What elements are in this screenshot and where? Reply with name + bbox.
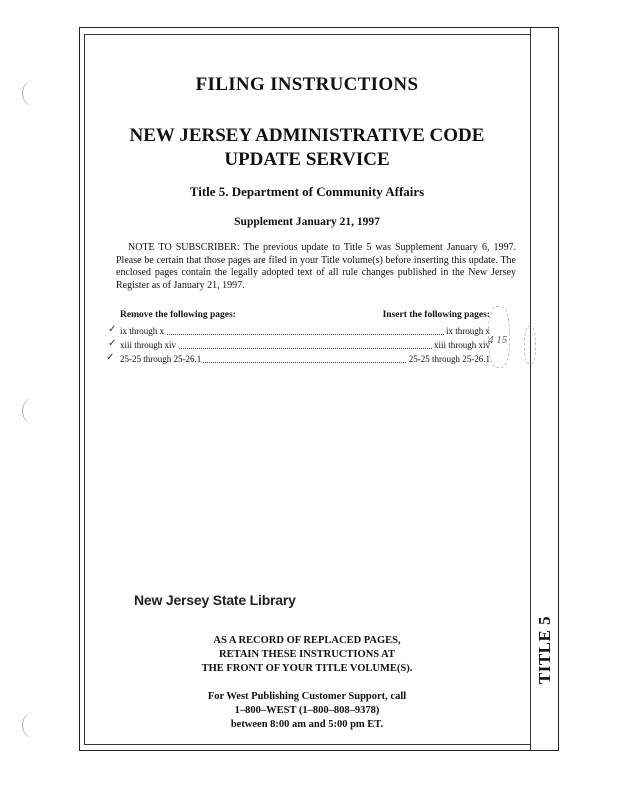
remove-pages-value: xiii through xiv (120, 340, 176, 350)
record-line-2: RETAIN THESE INSTRUCTIONS AT (219, 649, 395, 660)
title-tab (530, 600, 559, 700)
binder-hole-middle (22, 398, 45, 424)
page-title: FILING INSTRUCTIONS (195, 74, 419, 95)
remove-pages-value: ix through x (120, 326, 164, 336)
subscriber-note-text: NOTE TO SUBSCRIBER: The previous update to Title 5 was Supplement January 6, 1997. Please be certain that those pages are filed in your Title volume(s) before inserting this update. The enclosed pages contain the legally adopted text of all rule changes published in the New Jersey Register as of January 21, 1997. (116, 242, 516, 291)
insert-pages-value: 25-25 through 25-26.1 (408, 354, 490, 364)
support-line-3: between 8:00 am and 5:00 pm ET. (230, 719, 384, 730)
supplement-date: Supplement January 21, 1997 (234, 216, 380, 228)
insert-pages-value: xiii through xiv (434, 340, 490, 350)
title-tab-label: TITLE 5 (534, 615, 554, 685)
page-row (120, 326, 490, 339)
page-row (120, 354, 490, 367)
binder-hole-bottom (22, 712, 45, 738)
insert-pages-value: ix through x (446, 326, 490, 336)
code-title (84, 124, 530, 172)
checkmark-icon: ✓ (108, 324, 117, 335)
record-notice (84, 634, 530, 676)
record-line-3: THE FRONT OF YOUR TITLE VOLUME(S). (201, 663, 413, 674)
code-title-line-2: UPDATE SERVICE (224, 149, 390, 170)
subscriber-note (116, 242, 516, 292)
remove-pages-value: 25-25 through 25-26.1 (120, 354, 202, 364)
remove-pages-header: Remove the following pages: (120, 310, 236, 320)
checkmark-icon: ✓ (106, 352, 115, 363)
title-subtitle: Title 5. Department of Community Affairs (189, 184, 425, 199)
insert-pages-header: Insert the following pages: (382, 310, 490, 320)
customer-support-notice (84, 690, 530, 732)
support-line-2: 1–800–WEST (1–800–808–9378) (234, 705, 380, 716)
code-title-line-1: NEW JERSEY ADMINISTRATIVE CODE (129, 125, 485, 146)
library-stamp: New Jersey State Library (134, 592, 296, 608)
record-line-1: AS A RECORD OF REPLACED PAGES, (213, 635, 401, 646)
page-row (120, 340, 490, 353)
support-line-1: For West Publishing Customer Support, call (207, 691, 407, 702)
handwritten-mark-icon (524, 326, 536, 364)
checkmark-icon: ✓ (108, 338, 117, 349)
binder-hole-top (22, 80, 45, 106)
handwritten-note: 4 15 (488, 334, 508, 346)
